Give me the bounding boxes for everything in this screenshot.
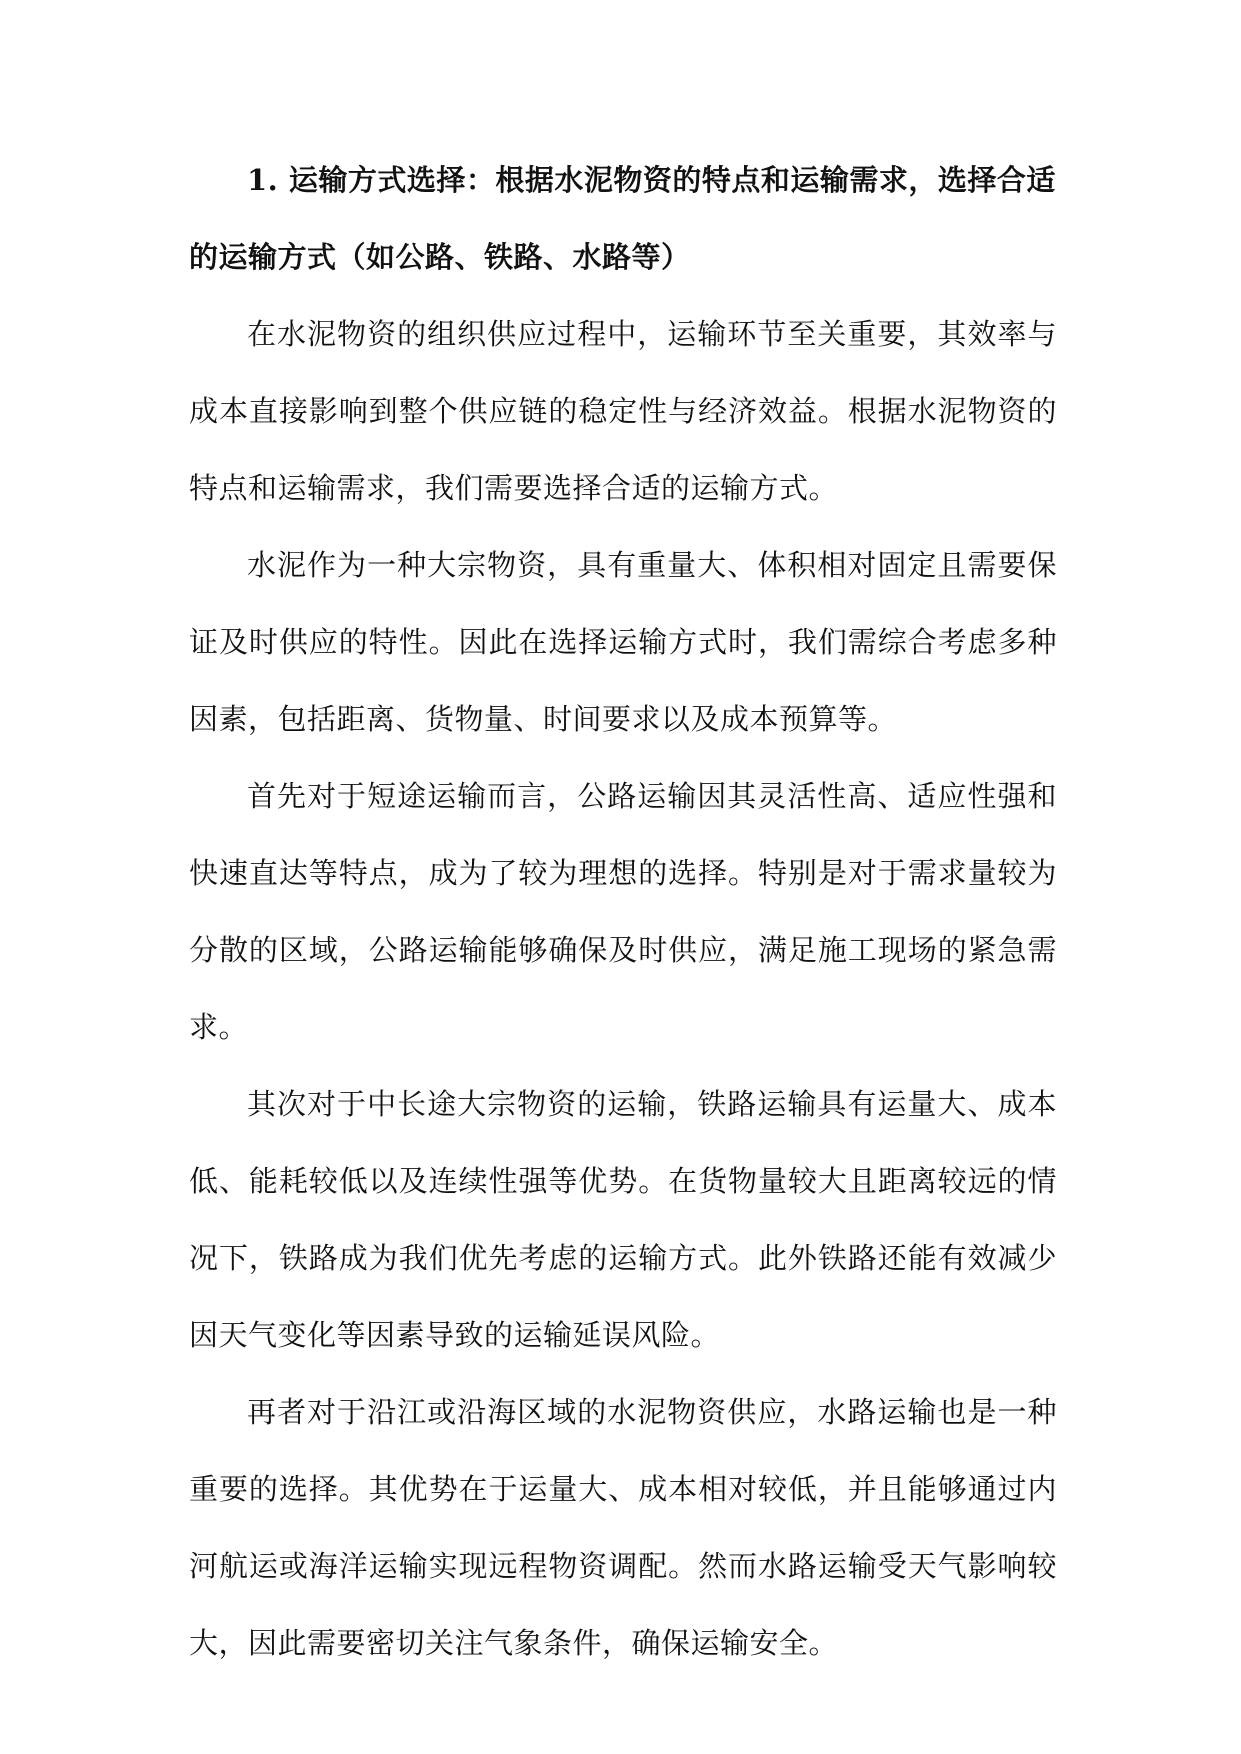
paragraph-rail-transport: 其次对于中长途大宗物资的运输，铁路运输具有运量大、成本低、能耗较低以及连续性强等优势。在货物量较大且距离较远的情况下，铁路成为我们优先考虑的运输方式。此外铁路还能有效减少因天气变化等因素导致的运输延误风险。 — [189, 1087, 1057, 1352]
paragraph-cement-characteristics: 水泥作为一种大宗物资，具有重量大、体积相对固定且需要保证及时供应的特性。因此在选择运输方式时，我们需综合考虑多种因素，包括距离、货物量、时间要求以及成本预算等。 — [189, 548, 1057, 736]
section-heading: 1. 运输方式选择：根据水泥物资的特点和运输需求，选择合适的运输方式（如公路、铁路、水路等） — [189, 163, 1056, 274]
paragraph-transport-importance: 在水泥物资的组织供应过程中，运输环节至关重要，其效率与成本直接影响到整个供应链的稳定性与经济效益。根据水泥物资的特点和运输需求，我们需要选择合适的运输方式。 — [189, 317, 1057, 505]
paragraph-road-transport: 首先对于短途运输而言，公路运输因其灵活性高、适应性强和快速直达等特点，成为了较为理想的选择。特别是对于需求量较为分散的区域，公路运输能够确保及时供应，满足施工现场的紧急需求。 — [189, 779, 1057, 1044]
document-body — [189, 142, 1057, 1682]
paragraph-water-transport: 再者对于沿江或沿海区域的水泥物资供应，水路运输也是一种重要的选择。其优势在于运量大、成本相对较低，并且能够通过内河航运或海洋运输实现远程物资调配。然而水路运输受天气影响较大，因此需要密切关注气象条件，确保运输安全。 — [189, 1395, 1057, 1660]
